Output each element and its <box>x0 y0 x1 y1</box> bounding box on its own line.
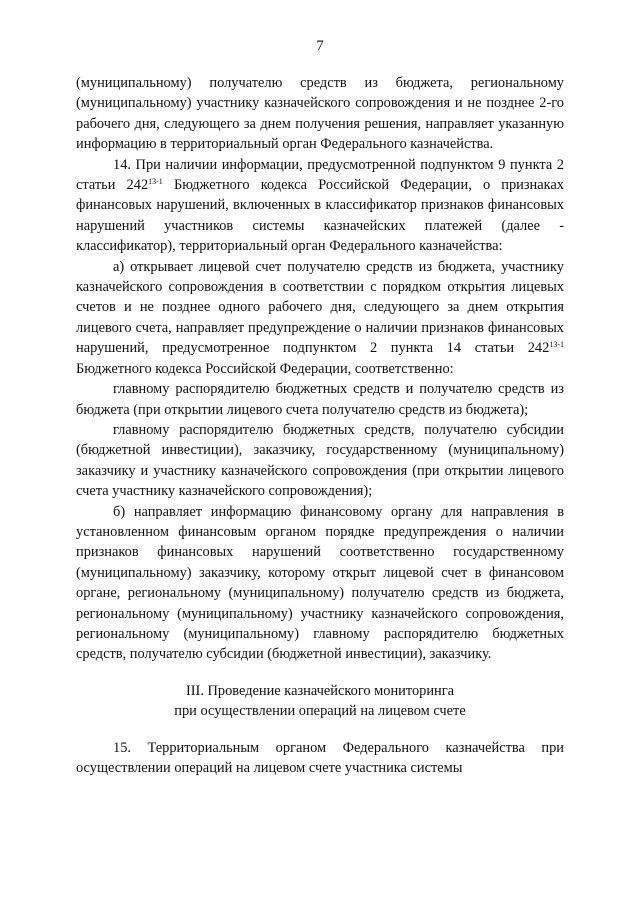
paragraph-subitem-a <box>76 257 564 379</box>
paragraph-item-15: 15. Территориальным органом Федерального казначейства при осуществлении операций на лицевом счете участника системы <box>76 739 564 776</box>
document-body <box>76 73 564 778</box>
paragraph-subitem-b: б) направляет информацию финансовому органу для направления в установленном финансовым органом порядке предупреждения о наличии признаков финансовых нарушений соответственно государственному (муниципальному) заказчику, которому открыт лицевой счет в финансовом органе, региональному (муниципальному) получателю средств из бюджета, региональному (муниципальному) участнику казначейского сопровождения, региональному (муниципальному) главному распорядителю бюджетных средств, получателю субсидии (бюджетной инвестиции), заказчику. <box>76 503 564 663</box>
paragraph-text: 14. При наличии информации, предусмотренной подпунктом 9 пункта 2 статьи 242 <box>76 156 564 194</box>
paragraph-continuation: (муниципальному) получателю средств из бюджета, региональному (муниципальному) участнику казначейского сопровождения и не позднее 2-го рабочего дня, следующего за днем получения решения, направляет указанную информацию в территориальный орган Федерального казначейства. <box>76 75 564 153</box>
section-heading-line-2: при осуществлении операций на лицевом счете <box>174 703 466 720</box>
section-heading-line-1: III. Проведение казначейского мониторинга <box>185 682 455 699</box>
paragraph-text: а) открывает лицевой счет получателю средств из бюджета, участнику казначейского сопровождения в соответствии с порядком открытия лицевых счетов и не позднее одного рабочего дня, следующего за днем открытия лицевого счета, направляет предупреждение о наличии признаков финансовых нарушений, предусмотренное подпунктом 2 пункта 14 статьи 242 <box>76 258 564 357</box>
paragraph-text: Бюджетного кодекса Российской Федерации, соответственно: <box>76 360 454 377</box>
page-number: 7 <box>316 38 324 54</box>
paragraph-item-14 <box>76 155 564 257</box>
superscript-article-index: 13-1 <box>148 177 163 187</box>
paragraph-recipient-1: главному распорядителю бюджетных средств и получателю средств из бюджета (при открытии лицевого счета получателю средств из бюджета); <box>76 381 564 418</box>
paragraph-text: Бюджетного кодекса Российской Федерации, о признаках финансовых нарушений, включенных в классификатор признаков финансовых нарушений участников системы казначейских платежей (далее - классификатор), территориальный орган Федерального казначейства: <box>76 177 564 255</box>
superscript-article-index: 13-1 <box>549 340 564 350</box>
paragraph-recipient-2: главному распорядителю бюджетных средств, получателю субсидии (бюджетной инвестиции), заказчику, государственному (муниципальному) заказчику и участнику казначейского сопровождения (при открытии лицевого счета участнику казначейского сопровождения); <box>76 421 564 500</box>
section-heading <box>76 681 564 722</box>
